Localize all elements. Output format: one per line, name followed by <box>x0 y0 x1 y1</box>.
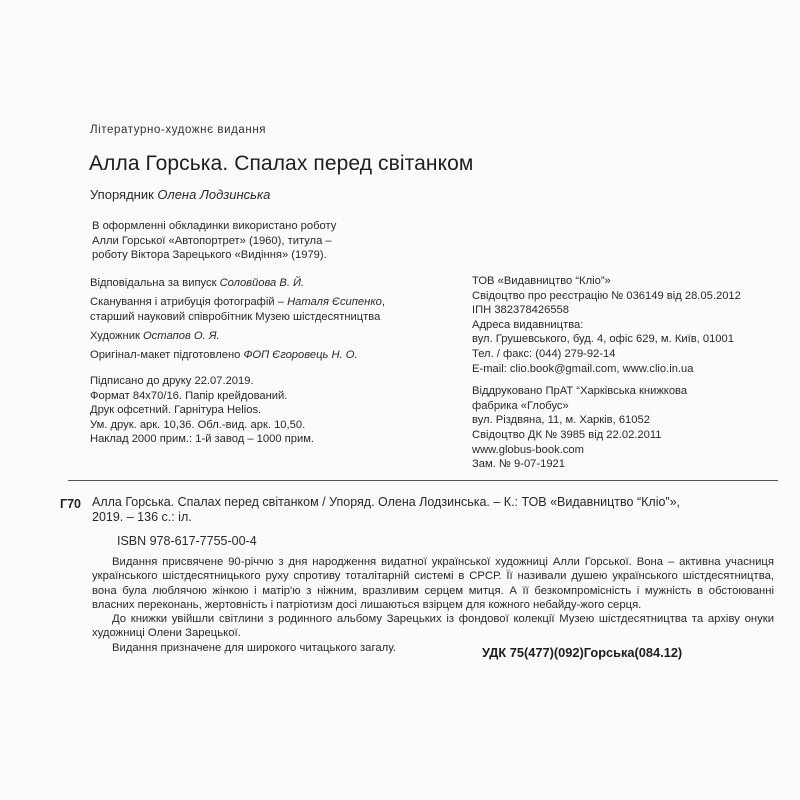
annotation-paragraph <box>92 612 774 641</box>
catalog-entry <box>92 495 680 525</box>
print-details <box>90 374 314 447</box>
annotation-paragraph <box>92 555 774 612</box>
scanning-credit <box>90 295 450 324</box>
section-divider <box>68 480 778 481</box>
responsible-credit <box>90 276 450 291</box>
publisher-line: E-mail: clio.book@gmail.com, www.clio.in.ua <box>472 362 694 375</box>
credit-label: Оригінал-макет підготовлено <box>90 349 241 362</box>
compiler-line <box>90 187 270 202</box>
publisher-block <box>472 274 772 472</box>
publisher-line: ТОВ «Видавництво “Кліо”» <box>472 275 611 287</box>
publisher-line: Свідоцтво про реєстрацію № 036149 від 28.05.2012 <box>472 289 741 302</box>
printer-line: фабрика «Глобус» <box>472 399 569 412</box>
isbn: ISBN 978-617-7755-00-4 <box>117 534 257 548</box>
credits-block <box>90 276 450 367</box>
publisher-line: ІПН 382378426558 <box>472 304 570 317</box>
credit-name: Наталя Єсипенко <box>287 296 382 309</box>
annotation <box>92 555 774 655</box>
credit-label: Художник <box>90 329 140 342</box>
udk-code: УДК 75(477)(092)Горська(084.12) <box>482 645 683 660</box>
cover-design-line: В оформленні обкладинки використано роботу <box>92 220 337 232</box>
annotation-text: Видання присвячене 90-річчю з дня народження видатної української художниці Алли Горської. Вона – активна <box>112 556 721 568</box>
catalog-code: Г70 <box>60 497 81 511</box>
compiler-label: Упорядник <box>90 187 154 202</box>
annotation-text: онуки художниці Олени Зарецької. <box>92 613 775 640</box>
printer-line: Віддруковано ПрАТ “Харківська книжкова <box>472 385 688 398</box>
book-title: Алла Горська. Спалах перед світанком <box>89 152 474 175</box>
catalog-line: Алла Горська. Спалах перед світанком / Упоряд. Олена Лодзинська. – К.: ТОВ «Видавництво “Кліо”», <box>92 495 681 509</box>
annotation-text: учасниця українського шістдесятницького руху спротиву тоталітарній системі в СРСР. Її називали душею українського <box>92 556 775 583</box>
print-line: Формат 84x70/16. Папір крейдований. <box>90 389 288 402</box>
annotation-text: жого серця. <box>580 598 642 611</box>
printer-line: www.globus-book.com <box>472 443 584 456</box>
publisher-line: Адреса видавництва: <box>472 318 584 331</box>
credit-name: Соловйова В. Й. <box>219 277 305 289</box>
credit-name: ФОП Єгоровець Н. О. <box>243 349 358 362</box>
cover-design-line: роботу Віктора Зарецького «Видіння» (1979). <box>92 249 327 262</box>
printer-line: вул. Різдвяна, 11, м. Харків, 61052 <box>472 414 650 427</box>
credit-label: Сканування і атрибуція фотографій – <box>90 296 284 309</box>
annotation-text: До книжки увійшли світлини з родинного альбому Зарецьких із фондової колекції Музею шістдесятництва та архіву <box>112 613 740 626</box>
credit-position: старший науковий співробітник Музею шістдесятництва <box>90 310 381 323</box>
credit-name: Остапов О. Я. <box>142 329 220 342</box>
printer-line: Зам. № 9-07-1921 <box>472 458 566 471</box>
catalog-line: 2019. – 136 с.: іл. <box>92 510 192 524</box>
print-line: Наклад 2000 прим.: 1-й завод – 1000 прим. <box>90 433 314 446</box>
printer-line: Свідоцтво ДК № 3985 від 22.02.2011 <box>472 428 662 441</box>
series-label: Літературно-художнє видання <box>90 124 267 136</box>
annotation-text: шістдесятництва, вона була люблячою жінкою і матір'ю з ніжним, вразливим серцем митця. А її безкомпромісність і <box>92 570 774 597</box>
cover-design-note <box>92 219 336 263</box>
credit-suffix: , <box>381 296 385 309</box>
credit-label: Відповідальна за випуск <box>90 277 217 289</box>
cover-design-line: Алли Горської «Автопортрет» (1960), титула – <box>92 234 332 247</box>
layout-credit <box>90 348 450 363</box>
print-line: Друк офсетний. Гарнітура Helios. <box>90 404 262 417</box>
annotation-text: мужність в обстоюванні власних переконань, жертовність і патріотизм досі лишаються взірцем для кожного небайду- <box>92 584 775 611</box>
publisher-line: вул. Грушевського, буд. 4, офіс 629, м. Київ, 01001 <box>472 333 734 346</box>
compiler-name: Олена Лодзинська <box>157 187 271 202</box>
annotation-paragraph: Видання призначене для широкого читацького загалу. <box>112 641 396 654</box>
publisher-line: Тел. / факс: (044) 279-92-14 <box>472 347 616 360</box>
print-line: Підписано до друку 22.07.2019. <box>90 375 254 387</box>
artist-credit <box>90 329 450 344</box>
print-line: Ум. друк. арк. 10,36. Обл.-вид. арк. 10,50. <box>90 418 306 431</box>
